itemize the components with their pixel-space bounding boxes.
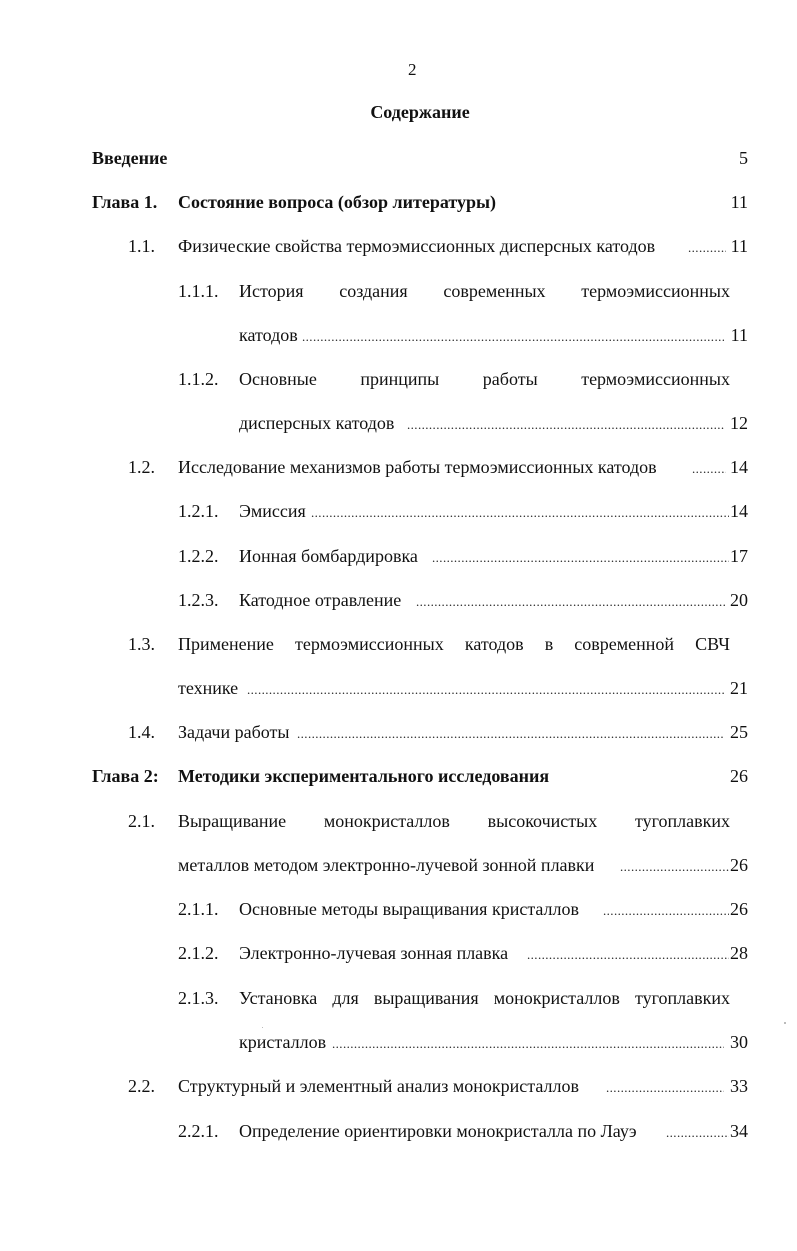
toc-entry-number: Глава 1. [92, 192, 158, 212]
toc-entry-title: Определение ориентировки монокристалла по Лауэ [239, 1121, 637, 1141]
toc-entry-number: 1.2.2. [178, 546, 219, 566]
toc-word: работы [482, 369, 538, 389]
toc-chapter-2 [0, 764, 797, 788]
toc-entry-title [178, 809, 730, 833]
scan-speck [262, 1027, 263, 1028]
toc-entry-number: 1.2. [128, 457, 155, 477]
toc-entry-number: 1.3. [128, 634, 155, 654]
toc-entry-title: Эмиссия [239, 501, 306, 521]
toc-entry-page: 14 [730, 501, 748, 521]
toc-entry-page: 5 [739, 148, 748, 168]
toc-entry-page: 11 [730, 192, 748, 212]
toc-entry-title: Катодное отравление [239, 590, 402, 610]
toc-section-2-2 [0, 1074, 797, 1098]
toc-entry-page: 17 [730, 546, 748, 566]
toc-word: высокочистых [487, 811, 598, 831]
toc-entry-title [239, 279, 730, 303]
toc-word: термоэмиссионных [581, 369, 730, 389]
toc-section-1-3-cont [0, 676, 797, 700]
toc-word: выращивания [373, 988, 479, 1008]
page-number: 2 [408, 60, 417, 79]
toc-leader [302, 323, 724, 347]
page-title: Содержание [370, 102, 470, 122]
toc-section-2-1-3-cont [0, 1030, 797, 1054]
toc-entry-number: 1.1.1. [178, 281, 219, 301]
toc-leader [332, 1030, 724, 1054]
toc-leader [527, 941, 729, 965]
toc-entry-title: Физические свойства термоэмиссионных дисперсных катодов [178, 236, 656, 256]
toc-section-2-1-cont [0, 853, 797, 877]
toc-entry-number: 2.2. [128, 1076, 155, 1096]
toc-leader [297, 720, 724, 744]
toc-entry-page: 34 [730, 1121, 748, 1141]
toc-word: катодов [464, 634, 524, 654]
toc-entry-number: 1.1.2. [178, 369, 219, 389]
toc-entry-page: 21 [730, 678, 748, 698]
toc-word: в [544, 634, 554, 654]
toc-entry-title-cont: кристаллов [239, 1032, 327, 1052]
toc-word: термоэмиссионных [581, 281, 730, 301]
toc-word: монокристаллов [323, 811, 450, 831]
toc-word: Основные [239, 369, 317, 389]
toc-section-1-1-1-cont [0, 323, 797, 347]
toc-entry-title: Введение [92, 148, 168, 168]
toc-section-1-2-1 [0, 499, 797, 523]
toc-word: монокристаллов [493, 988, 620, 1008]
toc-section-1-3 [0, 632, 797, 656]
toc-leader [606, 1074, 724, 1098]
toc-word: тугоплавких [634, 988, 730, 1008]
toc-word: для [332, 988, 359, 1008]
toc-entry-number: 1.2.1. [178, 501, 219, 521]
toc-entry-title: Электронно-лучевая зонная плавка [239, 943, 509, 963]
toc-word: создания [339, 281, 408, 301]
toc-word: современной [574, 634, 675, 654]
toc-entry-title: Ионная бомбардировка [239, 546, 418, 566]
toc-word: принципы [360, 369, 440, 389]
toc-entry-title-cont: технике [178, 678, 239, 698]
toc-leader [603, 897, 729, 921]
toc-entry-number: 2.1.1. [178, 899, 219, 919]
toc-entry-number: 1.1. [128, 236, 155, 256]
toc-section-2-1-1 [0, 897, 797, 921]
toc-word: Применение [178, 634, 274, 654]
toc-section-1-2-3 [0, 588, 797, 612]
toc-section-1-1-2-cont [0, 411, 797, 435]
toc-section-1-4 [0, 720, 797, 744]
toc-word: тугоплавких [634, 811, 730, 831]
toc-leader [432, 544, 729, 568]
toc-entry-title: Методики экспериментального исследования [178, 766, 550, 786]
toc-entry-page: 30 [730, 1032, 748, 1052]
toc-word: термоэмиссионных [294, 634, 444, 654]
toc-entry-title-cont: дисперсных катодов [239, 413, 395, 433]
toc-entry-page: 20 [730, 590, 748, 610]
toc-entry-page: 25 [730, 722, 748, 742]
toc-entry-number: 2.1.2. [178, 943, 219, 963]
toc-word: История [239, 281, 304, 301]
toc-entry-title [178, 632, 730, 656]
toc-section-1-2-2 [0, 544, 797, 568]
toc-entry-page: 33 [730, 1076, 748, 1096]
scan-speck [784, 1022, 786, 1024]
toc-leader [407, 411, 724, 435]
toc-entry-page: 12 [730, 413, 748, 433]
toc-word: СВЧ [695, 634, 730, 654]
toc-section-2-1 [0, 809, 797, 833]
toc-leader [620, 853, 729, 877]
toc-entry-title [239, 367, 730, 391]
toc-entry-number: 1.2.3. [178, 590, 219, 610]
toc-entry-title: Состояние вопроса (обзор литературы) [178, 192, 497, 212]
toc-word: Установка [239, 988, 318, 1008]
toc-word: Выращивание [178, 811, 287, 831]
toc-section-2-1-2 [0, 941, 797, 965]
toc-entry-page: 11 [730, 236, 748, 256]
toc-section-2-1-3 [0, 986, 797, 1010]
toc-entry-page: 28 [730, 943, 748, 963]
toc-entry-page: 26 [730, 855, 748, 875]
toc-section-1-1 [0, 234, 797, 258]
toc-entry-title: Основные методы выращивания кристаллов [239, 899, 580, 919]
toc-entry-title-cont: катодов [239, 325, 298, 345]
toc-entry-number: 2.1. [128, 811, 155, 831]
toc-section-1-2 [0, 455, 797, 479]
toc-section-1-1-2 [0, 367, 797, 391]
toc-leader [247, 676, 724, 700]
toc-entry-number: 2.2.1. [178, 1121, 219, 1141]
toc-entry-page: 26 [730, 899, 748, 919]
toc-entry-title: Задачи работы [178, 722, 290, 742]
toc-entry-title: Структурный и элементный анализ монокристаллов [178, 1076, 579, 1096]
toc-entry-page: 26 [730, 766, 748, 786]
toc-entry-page: 11 [730, 325, 748, 345]
toc-entry-title: Исследование механизмов работы термоэмиссионных катодов [178, 457, 657, 477]
toc-chapter-1 [0, 190, 797, 214]
toc-entry-title [239, 986, 730, 1010]
toc-entry-number: 1.4. [128, 722, 155, 742]
toc-entry-title-cont: металлов методом электронно-лучевой зонной плавки [178, 855, 595, 875]
toc-section-2-2-1 [0, 1119, 797, 1143]
toc-entry-number: 2.1.3. [178, 988, 219, 1008]
toc-leader [416, 588, 727, 612]
toc-entry-page: 14 [730, 457, 748, 477]
toc-entry-number: Глава 2: [92, 766, 159, 786]
toc-intro [0, 146, 797, 170]
toc-section-1-1-1 [0, 279, 797, 303]
toc-leader [311, 499, 729, 523]
toc-word: современных [443, 281, 546, 301]
